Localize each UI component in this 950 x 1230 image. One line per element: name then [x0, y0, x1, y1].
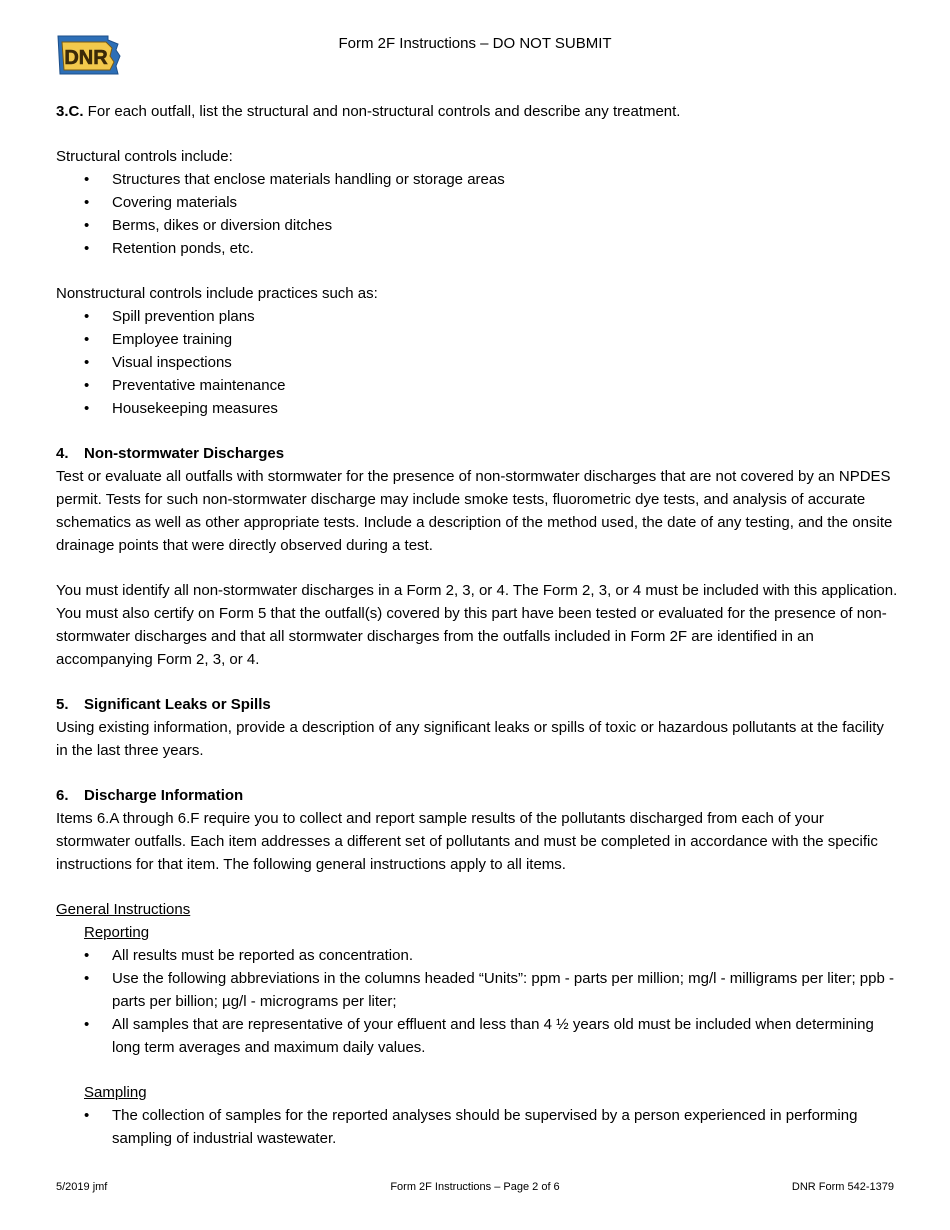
section-4-title: Non-stormwater Discharges	[84, 445, 285, 462]
sampling-heading-row	[56, 1081, 898, 1104]
list-item: • Berms, dikes or diversion ditches	[56, 214, 898, 237]
reporting-heading-row	[56, 921, 898, 944]
section-6-paragraph: Items 6.A through 6.F require you to collect and report sample results of the pollutants discharged from each of your stormwater outfalls. Each item addresses a different set of pollutants and must be completed in accordance with the specific instructions for that item. The following general instructions apply to all items.	[56, 810, 878, 873]
svg-text:DNR: DNR	[64, 47, 108, 69]
structural-controls-intro: Structural controls include:	[56, 148, 233, 165]
list-item: • All samples that are representative of your effluent and less than 4 ½ years old must be included when determining long term averages and maximum daily values.	[56, 1013, 898, 1059]
section-6-heading	[56, 784, 898, 807]
list-item: • Housekeeping measures	[56, 397, 898, 420]
section-5-number: 5.	[56, 696, 69, 713]
list-item: • Visual inspections	[56, 351, 898, 374]
list-item: • Retention ponds, etc.	[56, 237, 898, 260]
general-instructions-heading: General Instructions	[56, 901, 191, 918]
list-item: • Spill prevention plans	[56, 305, 898, 328]
section-4-paragraph-1: Test or evaluate all outfalls with stormwater for the presence of non-stormwater discharges that are not covered by an NPDES permit. Tests for such non-stormwater discharge may include smoke tests, fluorometric dye tests, and analysis of accurate schematics as well as other appropriate tests. Include a description of the method used, the date of any testing, and the onsite drainage points that were directly observed during a test.	[56, 468, 893, 554]
reporting-heading: Reporting	[84, 924, 150, 941]
section-4-paragraph-2: You must identify all non-stormwater discharges in a Form 2, 3, or 4. The Form 2, 3, or 4 must be included with this application. You must also certify on Form 5 that the outfall(s) covered by this part have been tested or evaluated for the presence of non-stormwater discharges and that all stormwater discharges from the outfalls included in Form 2F are identified in an accompanying Form 2, 3, or 4.	[56, 582, 898, 668]
section-5-paragraph: Using existing information, provide a description of any significant leaks or spills of toxic or hazardous pollutants at the facility in the last three years.	[56, 719, 884, 759]
list-item: • Use the following abbreviations in the columns headed “Units”: ppm - parts per million; mg/l - milligrams per liter; ppb - parts per billion; µg/l - micrograms per liter;	[56, 967, 898, 1013]
footer-form-number: DNR Form 542-1379	[791, 1181, 894, 1193]
reporting-list	[56, 944, 898, 1059]
nonstructural-controls-list	[56, 305, 898, 420]
page-header-title: Form 2F Instructions – DO NOT SUBMIT	[338, 35, 612, 52]
section-6-number: 6.	[56, 787, 69, 804]
sampling-heading: Sampling	[84, 1084, 147, 1101]
structural-controls-list	[56, 168, 898, 260]
section-5-heading	[56, 693, 898, 716]
section-6-title: Discharge Information	[84, 787, 244, 804]
list-item: • Employee training	[56, 328, 898, 351]
footer-date: 5/2019 jmf	[56, 1181, 108, 1193]
section-4-number: 4.	[56, 445, 69, 462]
document-body	[56, 100, 898, 1150]
section-3c-intro	[56, 100, 898, 123]
nonstructural-controls-intro: Nonstructural controls include practices such as:	[56, 285, 378, 302]
section-4-heading	[56, 442, 898, 465]
section-3c-label: 3.C.	[56, 103, 84, 120]
list-item: • Covering materials	[56, 191, 898, 214]
list-item: • Structures that enclose materials handling or storage areas	[56, 168, 898, 191]
section-3c-text: For each outfall, list the structural and non-structural controls and describe any treatment.	[83, 103, 681, 120]
footer-page-number: Form 2F Instructions – Page 2 of 6	[390, 1181, 560, 1193]
list-item: • All results must be reported as concentration.	[56, 944, 898, 967]
list-item: • Preventative maintenance	[56, 374, 898, 397]
section-5-title: Significant Leaks or Spills	[84, 696, 271, 713]
sampling-list	[56, 1104, 898, 1150]
list-item: • The collection of samples for the reported analyses should be supervised by a person experienced in performing sampling of industrial wastewater.	[56, 1104, 898, 1150]
